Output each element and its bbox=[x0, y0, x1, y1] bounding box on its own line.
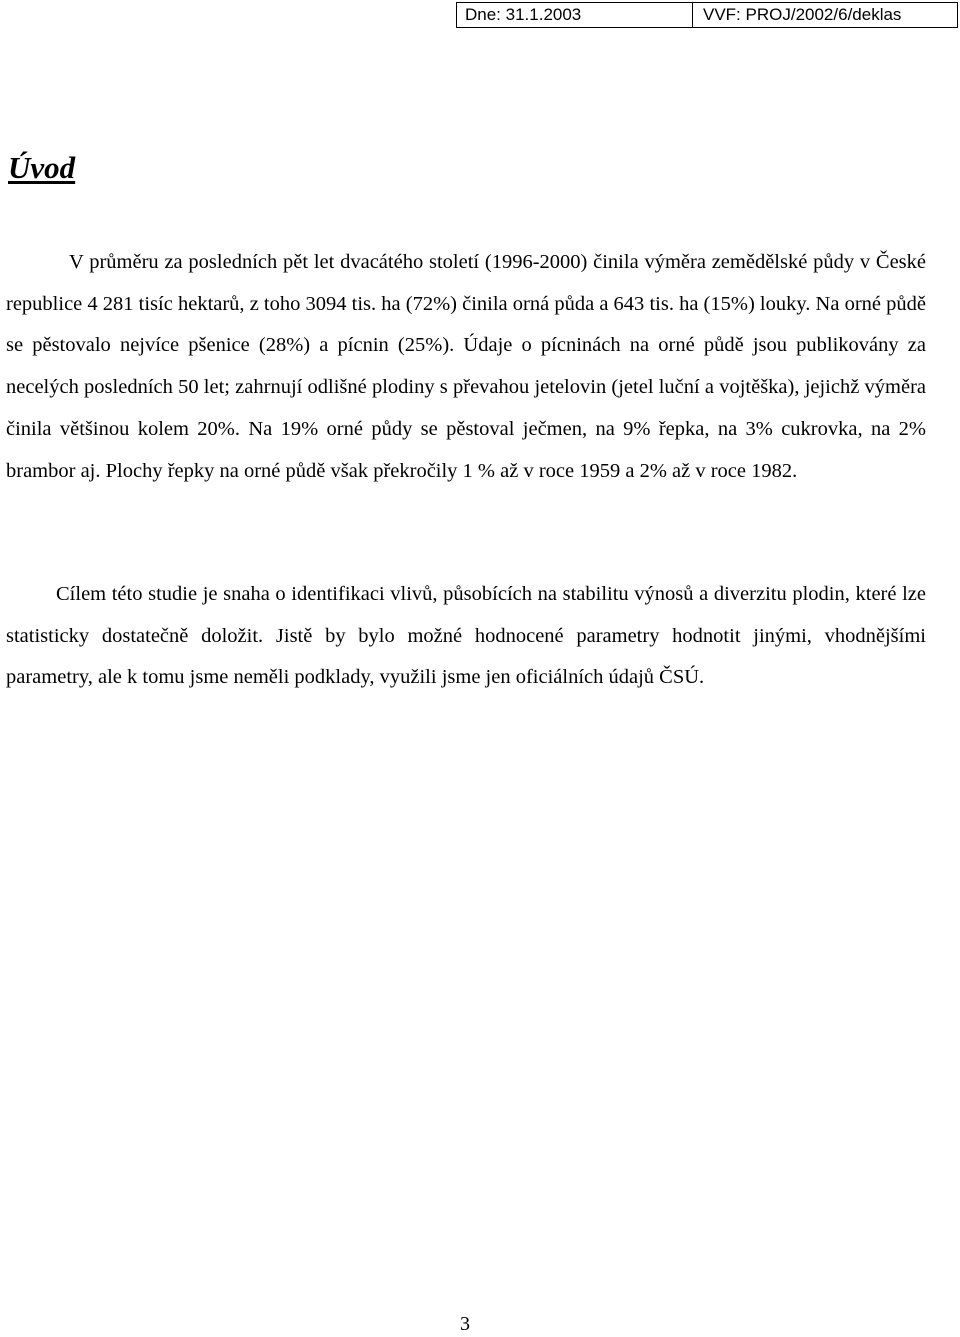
section-title: Úvod bbox=[8, 150, 76, 185]
paragraph-aim: Cílem této studie je snaha o identifikaci vlivů, působících na stabilitu výnosů a diverzitu plodin, které lze statisticky dostatečně doložit. Jistě by bylo možné hodnocené parametry hodnotit jinými, vhodnějšími parametry, ale k tomu jsme neměli podklady, využili jsme jen oficiálních údajů ČSÚ. bbox=[6, 583, 926, 689]
page-number: 3 bbox=[460, 1313, 470, 1335]
paragraph-intro: V průměru za posledních pět let dvacátého století (1996-2000) činila výměra zemědělské půdy v České republice 4 281 tisíc hektarů, z toho 3094 tis. ha (72%) činila orná půda a 643 tis. ha (15%) louky. Na orné půdě se pěstovalo nejvíce pšenice (28%) a pícnin (25%). Údaje o pícninách na orné půdě jsou publikovány za necelých posledních 50 let; zahrnují odlišné plodiny s převahou jetelovin (jetel luční a vojtěška), jejichž výměra činila většinou kolem 20%. Na 19% orné půdy se pěstoval ječmen, na 9% řepka, na 3% cukrovka, na 2% brambor aj. Plochy řepky na orné půdě však překročily 1 % až v roce 1959 a 2% až v roce 1982. bbox=[6, 251, 926, 482]
header-date: Dne: 31.1.2003 bbox=[457, 3, 693, 27]
header-reference: VVF: PROJ/2002/6/deklas bbox=[703, 5, 902, 24]
document-header bbox=[456, 2, 958, 28]
